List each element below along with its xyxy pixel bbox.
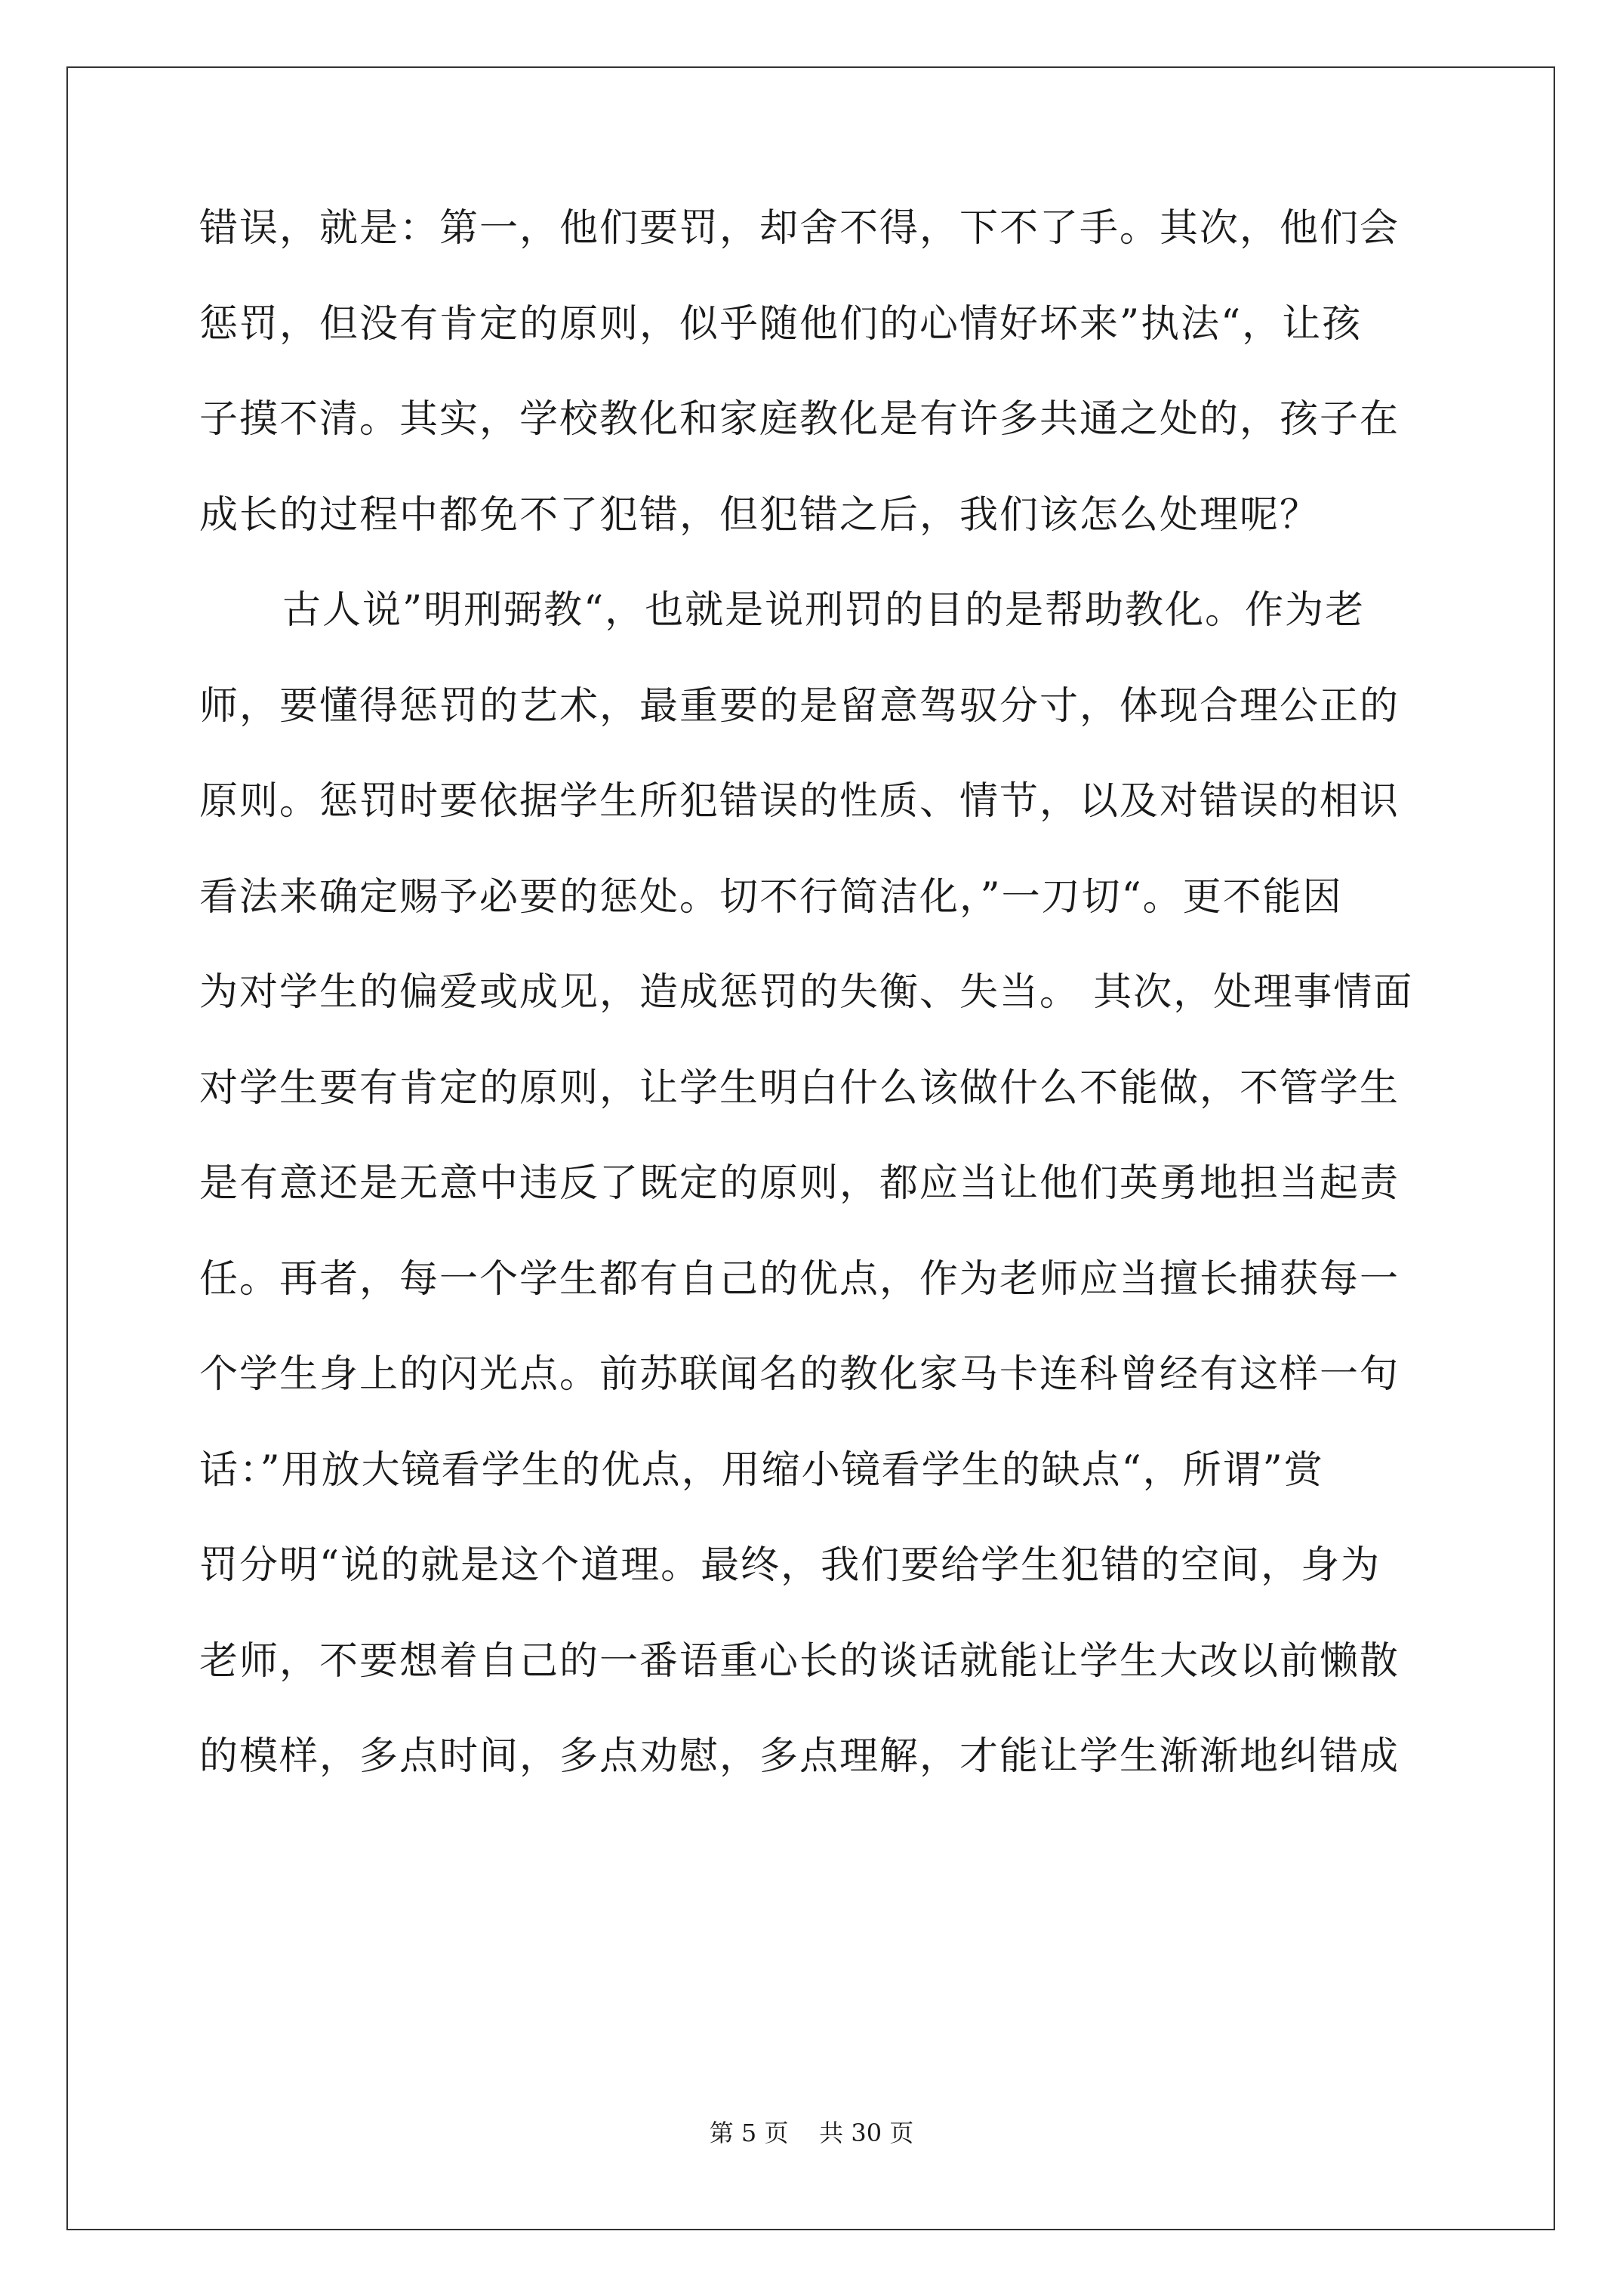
text-line: 为对学生的偏爱或成见，造成惩罚的失衡、失当。 其次，处理事情面: [199, 970, 1414, 1015]
page-number: 第 5 页: [709, 2119, 789, 2147]
text-line: 错误，就是：第一，他们要罚，却舍不得，下不了手。其次，他们会: [199, 206, 1400, 251]
text-line: 的模样，多点时间，多点劝慰，多点理解，才能让学生渐渐地纠错成: [199, 1734, 1400, 1779]
page-footer: [0, 2114, 1623, 2149]
body-text: [199, 181, 1437, 1805]
text-line: 师，要懂得惩罚的艺术，最重要的是留意驾驭分寸，体现合理公正的: [199, 683, 1400, 729]
text-line: 对学生要有肯定的原则，让学生明白什么该做什么不能做，不管学生: [199, 1065, 1400, 1111]
text-line: 话：”用放大镜看学生的优点，用缩小镜看学生的缺点“，所谓”赏: [199, 1447, 1324, 1493]
paragraph-start-line: 古人说”明刑弼教“，也就是说刑罚的目的是帮助教化。作为老: [282, 588, 1366, 633]
text-line: 子摸不清。其实，学校教化和家庭教化是有许多共通之处的，孩子在: [199, 397, 1400, 442]
text-line: 罚分明“说的就是这个道理。最终，我们要给学生犯错的空间，身为: [199, 1543, 1381, 1588]
text-line: 任。再者，每一个学生都有自己的优点，作为老师应当擅长捕获每一: [199, 1256, 1400, 1302]
text-line: 惩罚，但没有肯定的原则，似乎随他们的心情好坏来”执法“，让孩: [199, 301, 1363, 347]
text-line: 原则。惩罚时要依据学生所犯错误的性质、情节，以及对错误的相识: [199, 779, 1400, 824]
text-line: 是有意还是无意中违反了既定的原则，都应当让他们英勇地担当起责: [199, 1161, 1400, 1206]
text-line: 看法来确定赐予必要的惩处。切不行简洁化，”一刀切“。更不能因: [199, 874, 1343, 920]
text-line: 个学生身上的闪光点。前苏联闻名的教化家马卡连科曾经有这样一句: [199, 1352, 1400, 1397]
text-line: 老师，不要想着自己的一番语重心长的谈话就能让学生大改以前懒散: [199, 1638, 1400, 1684]
total-pages: 共 30 页: [819, 2119, 914, 2147]
text-line: 成长的过程中都免不了犯错，但犯错之后，我们该怎么处理呢？: [199, 492, 1320, 538]
